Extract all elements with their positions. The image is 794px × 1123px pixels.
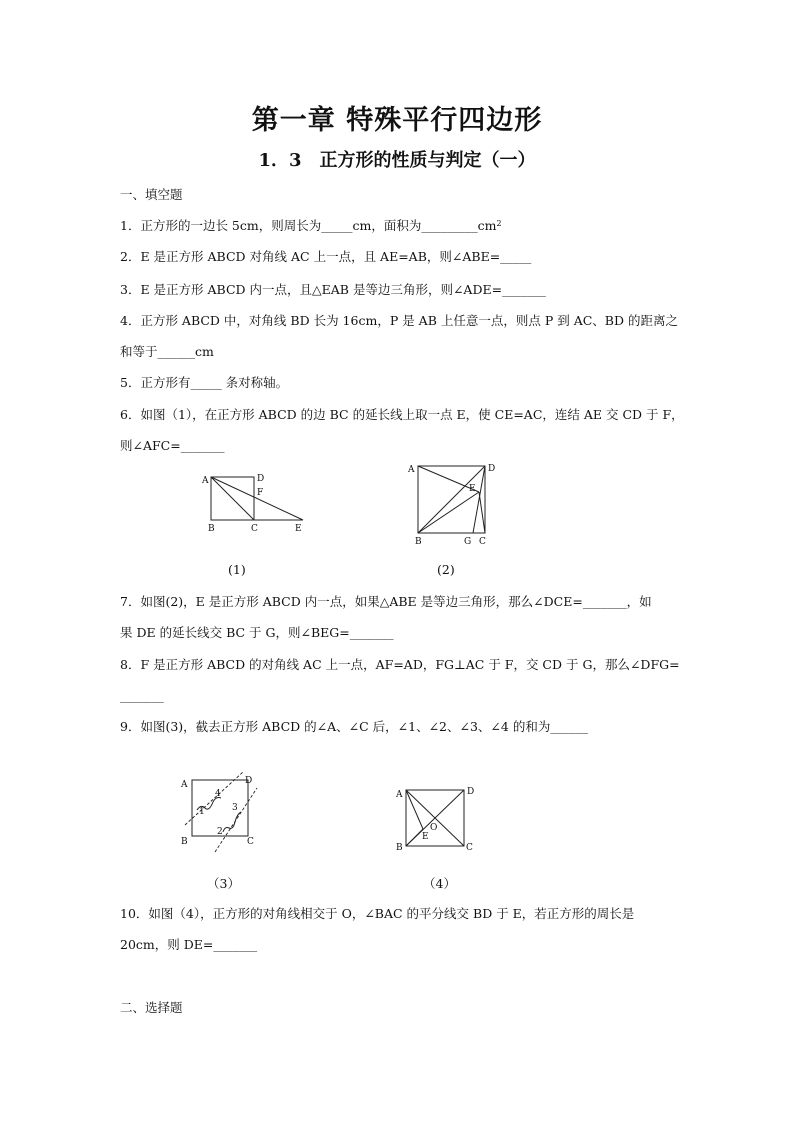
question-10-line-1: 10．如图（4），正方形的对角线相交于 O，∠BAC 的平分线交 BD 于 E，若正方形的周长是	[120, 906, 635, 921]
figure-3-tear-c	[223, 812, 241, 832]
figure-1-label-b: B	[208, 524, 215, 534]
figure-4-segment-eb	[406, 829, 423, 846]
figure-3-diagram	[175, 770, 265, 855]
figure-1-label-d: D	[257, 474, 265, 484]
figure-2-label-e: E	[469, 484, 476, 494]
figure-3-caption: （3）	[207, 876, 240, 891]
figure-3-label-c: C	[247, 837, 254, 847]
figure-3-label-b: B	[181, 837, 188, 847]
question-7-line-1: 7．如图(2)，E 是正方形 ABCD 内一点，如果△ABE 是等边三角形，那么∠DCE=_______，如	[120, 594, 652, 609]
figure-4-label-d: D	[467, 787, 475, 797]
figure-4-diagram	[390, 780, 480, 855]
figure-4-label-e: E	[422, 832, 429, 842]
question-1-superscript: 2	[496, 219, 502, 228]
figure-4-label-a: A	[396, 790, 403, 800]
figure-2-label-a: A	[408, 465, 415, 475]
question-6-line-2: 则∠AFC=_______	[120, 438, 225, 453]
figure-2-label-c: C	[479, 537, 486, 547]
question-6-line-1: 6．如图（1），在正方形 ABCD 的边 BC 的延长线上取一点 E，使 CE=AC，连结 AE 交 CD 于 F，	[120, 407, 684, 422]
figure-2-label-g: G	[464, 537, 472, 547]
figure-2-caption: (2)	[437, 562, 455, 577]
figure-2-label-d: D	[488, 464, 496, 474]
question-7-line-2: 果 DE 的延长线交 BC 于 G，则∠BEG=_______	[120, 625, 394, 640]
figure-3-label-3: 3	[232, 803, 238, 813]
figure-2-line-ec	[479, 492, 485, 533]
figure-3-label-4: 4	[215, 789, 221, 799]
figure-3-label-a: A	[181, 780, 188, 790]
section-fill-in-heading: 一、填空题	[120, 187, 183, 202]
section-choice-heading: 二、选择题	[120, 1000, 183, 1015]
question-1	[120, 218, 502, 234]
figure-4-label-c: C	[466, 843, 473, 853]
figure-4-bisector-ae	[406, 790, 423, 829]
figure-1-label-a: A	[202, 476, 209, 486]
figure-3-label-2: 2	[217, 827, 223, 837]
figure-1-diagram	[190, 470, 320, 540]
section-subtitle: 1．3 正方形的性质与判定（一）	[258, 150, 536, 171]
figure-4-caption: （4）	[423, 876, 456, 891]
figure-1-diagonal-ac	[211, 477, 254, 520]
question-8-line-2: _______	[120, 688, 164, 703]
figure-1-label-c: C	[251, 524, 258, 534]
question-4-line-2: 和等于______cm	[120, 344, 214, 359]
question-3: 3．E 是正方形 ABCD 内一点，且△EAB 是等边三角形，则∠ADE=_______	[120, 282, 546, 297]
figure-2-line-be	[418, 492, 479, 533]
figure-1-caption: (1)	[228, 562, 246, 577]
question-10-line-2: 20cm，则 DE=_______	[120, 937, 258, 952]
figure-2-diagram	[400, 458, 510, 550]
question-5: 5．正方形有_____ 条对称轴。	[120, 375, 289, 390]
figure-2-label-b: B	[415, 537, 422, 547]
question-9: 9．如图(3)，截去正方形 ABCD 的∠A、∠C 后，∠1、∠2、∠3、∠4 的和为______	[120, 719, 588, 734]
chapter-title: 第一章 特殊平行四边形	[251, 105, 543, 136]
figure-4-label-o: O	[430, 823, 438, 833]
figure-3-label-1: 1	[199, 807, 205, 817]
figure-3-label-d: D	[245, 776, 253, 786]
figure-4-label-b: B	[396, 843, 403, 853]
question-1-text: 1．正方形的一边长 5cm，则周长为_____cm，面积为_________cm	[120, 218, 497, 233]
question-4-line-1: 4．正方形 ABCD 中，对角线 BD 长为 16cm，P 是 AB 上任意一点，则点 P 到 AC、BD 的距离之	[120, 313, 678, 328]
figure-1-label-e: E	[295, 524, 302, 534]
figure-1-label-f: F	[257, 488, 264, 498]
question-8-line-1: 8．F 是正方形 ABCD 的对角线 AC 上一点，AF=AD，FG⊥AC 于 F，交 CD 于 G，那么∠DFG=	[120, 657, 680, 672]
question-2: 2．E 是正方形 ABCD 对角线 AC 上一点，且 AE=AB，则∠ABE=_____	[120, 249, 532, 264]
